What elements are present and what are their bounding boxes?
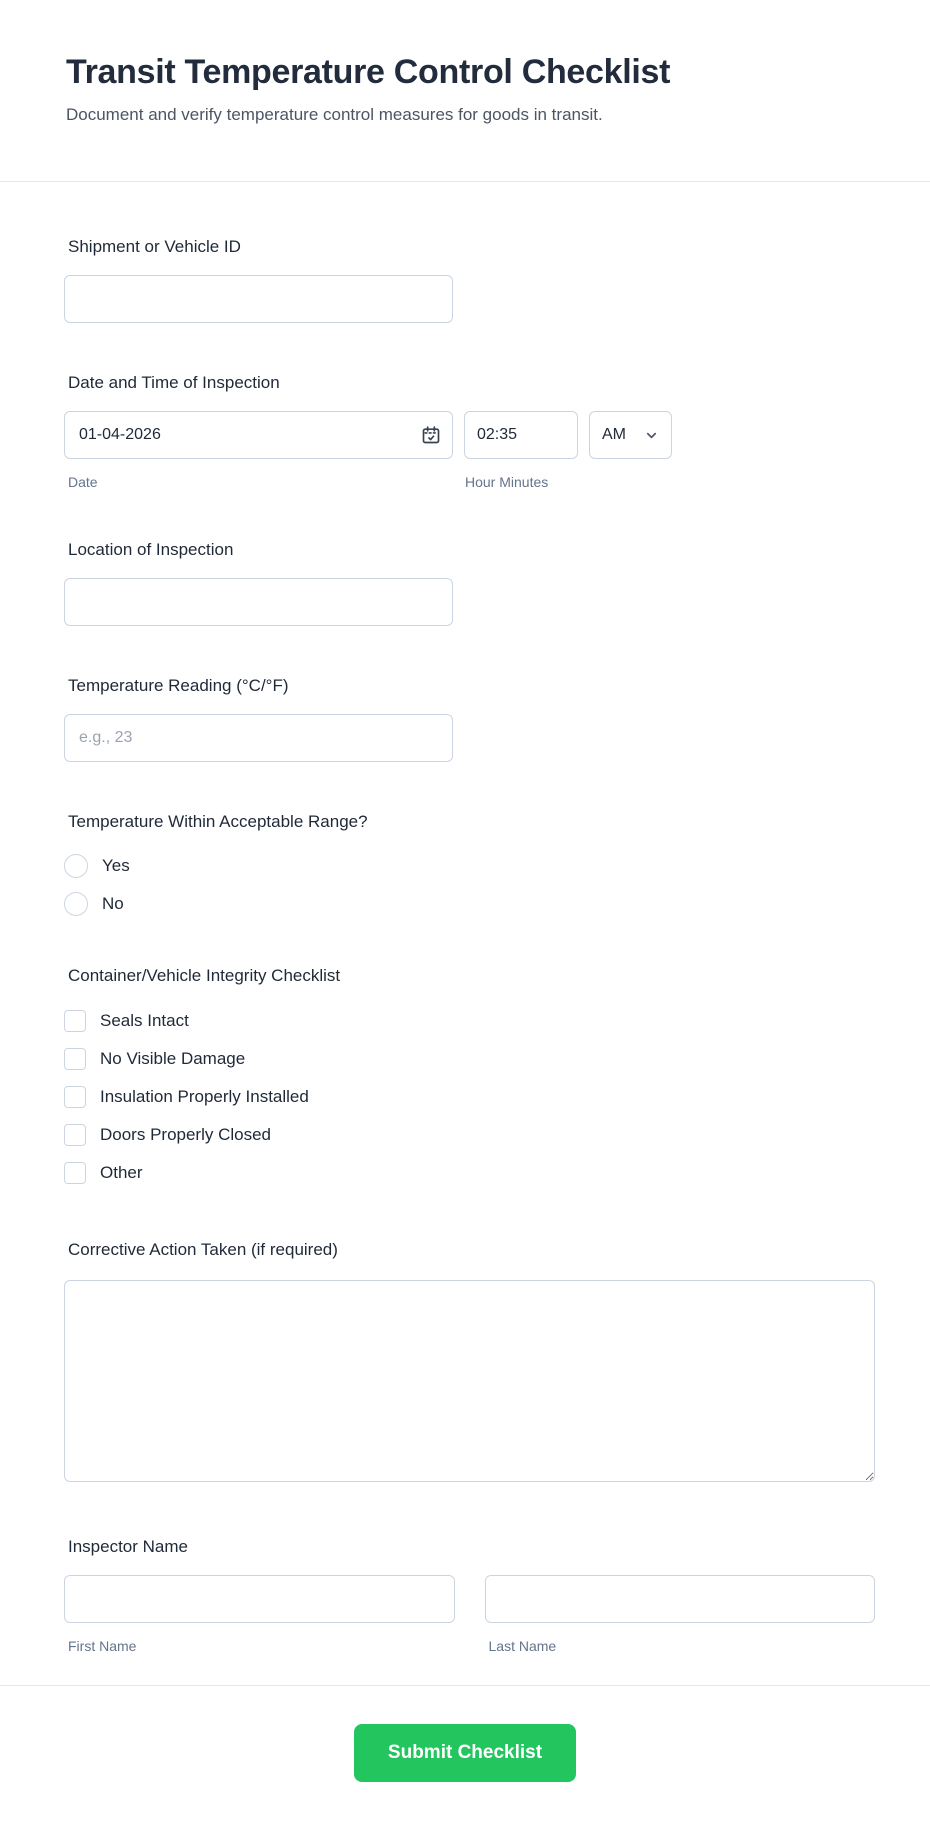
checkbox-option-no-visible-damage[interactable] xyxy=(64,1048,875,1070)
range-options xyxy=(64,854,875,916)
date-input[interactable] xyxy=(64,411,453,459)
shipment-id-input[interactable] xyxy=(64,275,453,323)
submit-checklist-button[interactable]: Submit Checklist xyxy=(354,1724,576,1782)
field-temperature xyxy=(64,676,875,762)
meridiem-select[interactable] xyxy=(589,411,672,459)
date-helper-label: Date xyxy=(68,474,98,490)
checkbox-doors-closed[interactable] xyxy=(64,1124,86,1146)
last-name-helper: Last Name xyxy=(488,1638,557,1654)
time-input[interactable] xyxy=(464,411,578,459)
checkbox-no-visible-damage[interactable] xyxy=(64,1048,86,1070)
location-label: Location of Inspection xyxy=(68,540,234,559)
checkbox-option-insulation-installed[interactable] xyxy=(64,1086,875,1108)
chevron-down-icon xyxy=(644,428,659,443)
form-footer xyxy=(0,1685,930,1834)
first-name-input[interactable] xyxy=(64,1575,455,1623)
meridiem-selected-value: AM xyxy=(602,426,626,443)
last-name-col xyxy=(485,1575,876,1654)
checkbox-insulation-installed-label: Insulation Properly Installed xyxy=(100,1087,309,1106)
temperature-input[interactable] xyxy=(64,714,453,762)
corrective-action-textarea[interactable] xyxy=(64,1280,875,1482)
datetime-helper-row xyxy=(64,475,875,490)
field-range xyxy=(64,812,875,916)
date-input-wrap xyxy=(64,411,453,459)
field-shipment-id xyxy=(64,237,875,323)
integrity-label: Container/Vehicle Integrity Checklist xyxy=(68,966,341,985)
checkbox-no-visible-damage-label: No Visible Damage xyxy=(100,1049,246,1068)
field-inspector-name xyxy=(64,1537,875,1654)
checkbox-option-seals-intact[interactable] xyxy=(64,1010,875,1032)
temperature-label: Temperature Reading (°C/°F) xyxy=(68,676,289,695)
checkbox-other[interactable] xyxy=(64,1162,86,1184)
page-subtitle: Document and verify temperature control measures for goods in transit. xyxy=(66,105,603,124)
radio-no-label: No xyxy=(102,894,124,913)
field-datetime xyxy=(64,373,875,490)
page-title: Transit Temperature Control Checklist xyxy=(66,53,671,91)
checkbox-insulation-installed[interactable] xyxy=(64,1086,86,1108)
first-name-helper: First Name xyxy=(68,1638,137,1654)
radio-yes[interactable] xyxy=(64,854,88,878)
range-label: Temperature Within Acceptable Range? xyxy=(68,812,368,831)
field-corrective-action xyxy=(64,1240,875,1487)
radio-no[interactable] xyxy=(64,892,88,916)
corrective-action-label: Corrective Action Taken (if required) xyxy=(68,1240,338,1259)
field-integrity xyxy=(64,966,875,1184)
radio-yes-label: Yes xyxy=(102,856,130,875)
last-name-input[interactable] xyxy=(485,1575,876,1623)
inspector-name-label: Inspector Name xyxy=(68,1537,188,1556)
checkbox-seals-intact[interactable] xyxy=(64,1010,86,1032)
radio-option-yes[interactable] xyxy=(64,854,875,878)
form-header xyxy=(0,0,930,182)
field-location xyxy=(64,540,875,626)
radio-option-no[interactable] xyxy=(64,892,875,916)
checkbox-doors-closed-label: Doors Properly Closed xyxy=(100,1125,272,1144)
checkbox-option-doors-closed[interactable] xyxy=(64,1124,875,1146)
form-body xyxy=(0,182,930,1685)
header-spacer xyxy=(66,125,866,181)
shipment-id-label: Shipment or Vehicle ID xyxy=(68,237,241,256)
checkbox-other-label: Other xyxy=(100,1163,143,1182)
time-helper-label: Hour Minutes xyxy=(465,474,549,490)
datetime-label: Date and Time of Inspection xyxy=(68,373,280,392)
location-input[interactable] xyxy=(64,578,453,626)
integrity-options xyxy=(64,1010,875,1184)
first-name-col xyxy=(64,1575,455,1654)
checkbox-seals-intact-label: Seals Intact xyxy=(100,1011,189,1030)
checkbox-option-other[interactable] xyxy=(64,1162,875,1184)
